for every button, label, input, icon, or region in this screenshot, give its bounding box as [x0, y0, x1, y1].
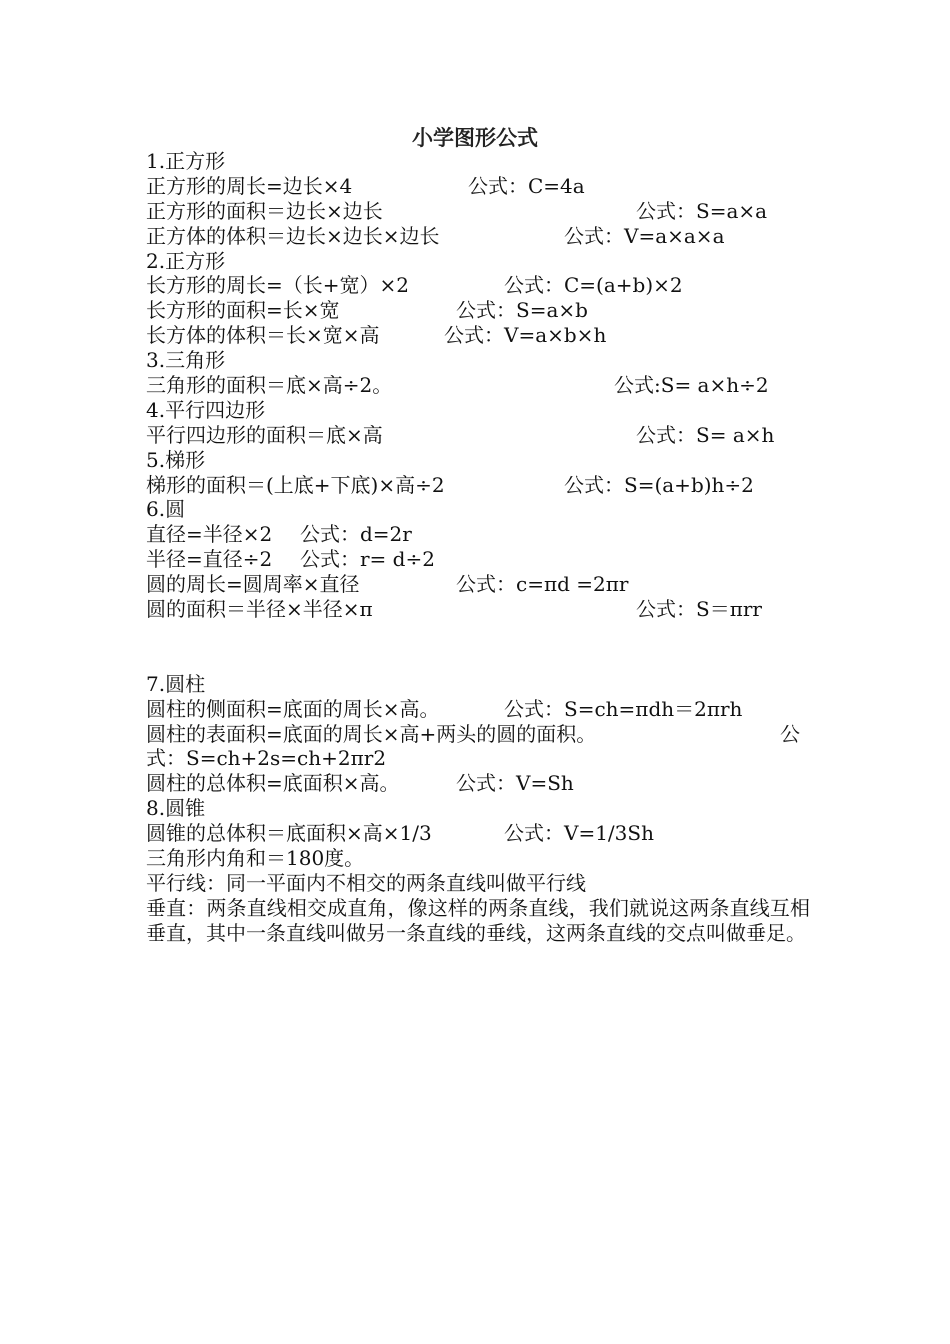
section-heading: 7.圆柱: [146, 671, 206, 696]
formula-line: [146, 473, 810, 498]
formula-line: [146, 821, 810, 846]
formula-line: [146, 522, 810, 547]
formula-text: 正方形的面积＝边长×边长: [146, 198, 383, 223]
formula-text: 正方形的周长=边长×4: [146, 173, 353, 198]
note-line: 平行线：同一平面内不相交的两条直线叫做平行线: [146, 870, 586, 895]
blank-space: [146, 622, 810, 672]
formula-expression: 公式：V=a×a×a: [564, 223, 725, 248]
formula-expression: 公式：S=(a+b)h÷2: [564, 472, 754, 497]
formula-line: [146, 572, 810, 597]
formula-expression: 公式：r= d÷2: [300, 547, 435, 572]
document-body: [146, 149, 810, 946]
formula-line: [146, 697, 810, 722]
formula-expression: 公式：S=a×a: [636, 198, 768, 223]
section-heading: 1.正方形: [146, 149, 226, 173]
section-heading: 2.正方形: [146, 248, 226, 273]
formula-text: 半径=直径÷2: [146, 547, 273, 572]
section-heading: 6.圆: [146, 497, 186, 522]
formula-text: 梯形的面积＝(上底+下底)×高÷2: [146, 472, 445, 497]
formula-text: 圆的周长=圆周率×直径: [146, 572, 360, 597]
formula-expression: 公式：S=a×b: [456, 298, 588, 323]
formula-text: 平行四边形的面积＝底×高: [146, 422, 383, 447]
formula-text: 长方形的面积=长×宽: [146, 298, 340, 323]
formula-line: [146, 298, 810, 323]
formula-text: 圆柱的总体积=底面积×高。: [146, 771, 400, 796]
formula-line: [146, 174, 810, 199]
formula-text: 直径=半径×2: [146, 522, 273, 547]
formula-line: [146, 323, 810, 348]
formula-line: [146, 746, 810, 771]
formula-line: [146, 547, 810, 572]
formula-expression: 公式：d=2r: [300, 522, 412, 547]
section-heading: 8.圆锥: [146, 796, 206, 821]
formula-text: 圆锥的总体积＝底面积×高×1/3: [146, 821, 432, 846]
formula-expression: 公式：S＝πrr: [636, 597, 762, 622]
formula-expression: 公式：S=ch=πdh＝2πrh: [504, 696, 743, 721]
formula-line: [146, 224, 810, 249]
section-heading: 5.梯形: [146, 447, 206, 472]
formula-line: [146, 273, 810, 298]
formula-line: [146, 722, 810, 747]
section-heading: 4.平行四边形: [146, 397, 266, 422]
formula-text: 三角形的面积＝底×高÷2。: [146, 373, 393, 398]
formula-text: 圆柱的表面积=底面的周长×高+两头的圆的面积。: [146, 721, 597, 746]
note-line: 三角形内角和＝180度。: [146, 845, 365, 870]
formula-expression: 公式：c=πd =2πr: [456, 572, 629, 597]
formula-text: 圆的面积＝半径×半径×π: [146, 597, 373, 622]
formula-text: 正方体的体积＝边长×边长×边长: [146, 223, 440, 248]
formula-expression: 公式:S= a×h÷2: [614, 373, 769, 398]
formula-text: 圆柱的侧面积=底面的周长×高。: [146, 696, 440, 721]
formula-expression: 公式：C=(a+b)×2: [504, 273, 683, 298]
formula-line: [146, 597, 810, 622]
page-title: 小学图形公式: [412, 125, 538, 150]
formula-line: [146, 199, 810, 224]
formula-text: 长方体的体积＝长×宽×高: [146, 323, 380, 348]
formula-line: [146, 771, 810, 796]
formula-text: 式：S=ch+2s=ch+2πr2: [146, 746, 387, 771]
formula-expression: 公式：V=a×b×h: [444, 323, 607, 348]
formula-expression: 公式：C=4a: [468, 173, 585, 198]
formula-expression: 公式：S= a×h: [636, 422, 775, 447]
definition-paragraph: 垂直：两条直线相交成直角，像这样的两条直线，我们就说这两条直线互相垂直，其中一条直线叫做另一条直线的垂线，这两条直线的交点叫做垂足。: [146, 895, 810, 945]
formula-line: [146, 373, 810, 398]
formula-expression: 公式：V=1/3Sh: [504, 821, 654, 846]
formula-line: [146, 423, 810, 448]
formula-expression: 公: [780, 721, 800, 746]
section-heading: 3.三角形: [146, 348, 226, 373]
formula-expression: 公式：V=Sh: [456, 771, 574, 796]
formula-text: 长方形的周长=（长+宽）×2: [146, 273, 409, 298]
